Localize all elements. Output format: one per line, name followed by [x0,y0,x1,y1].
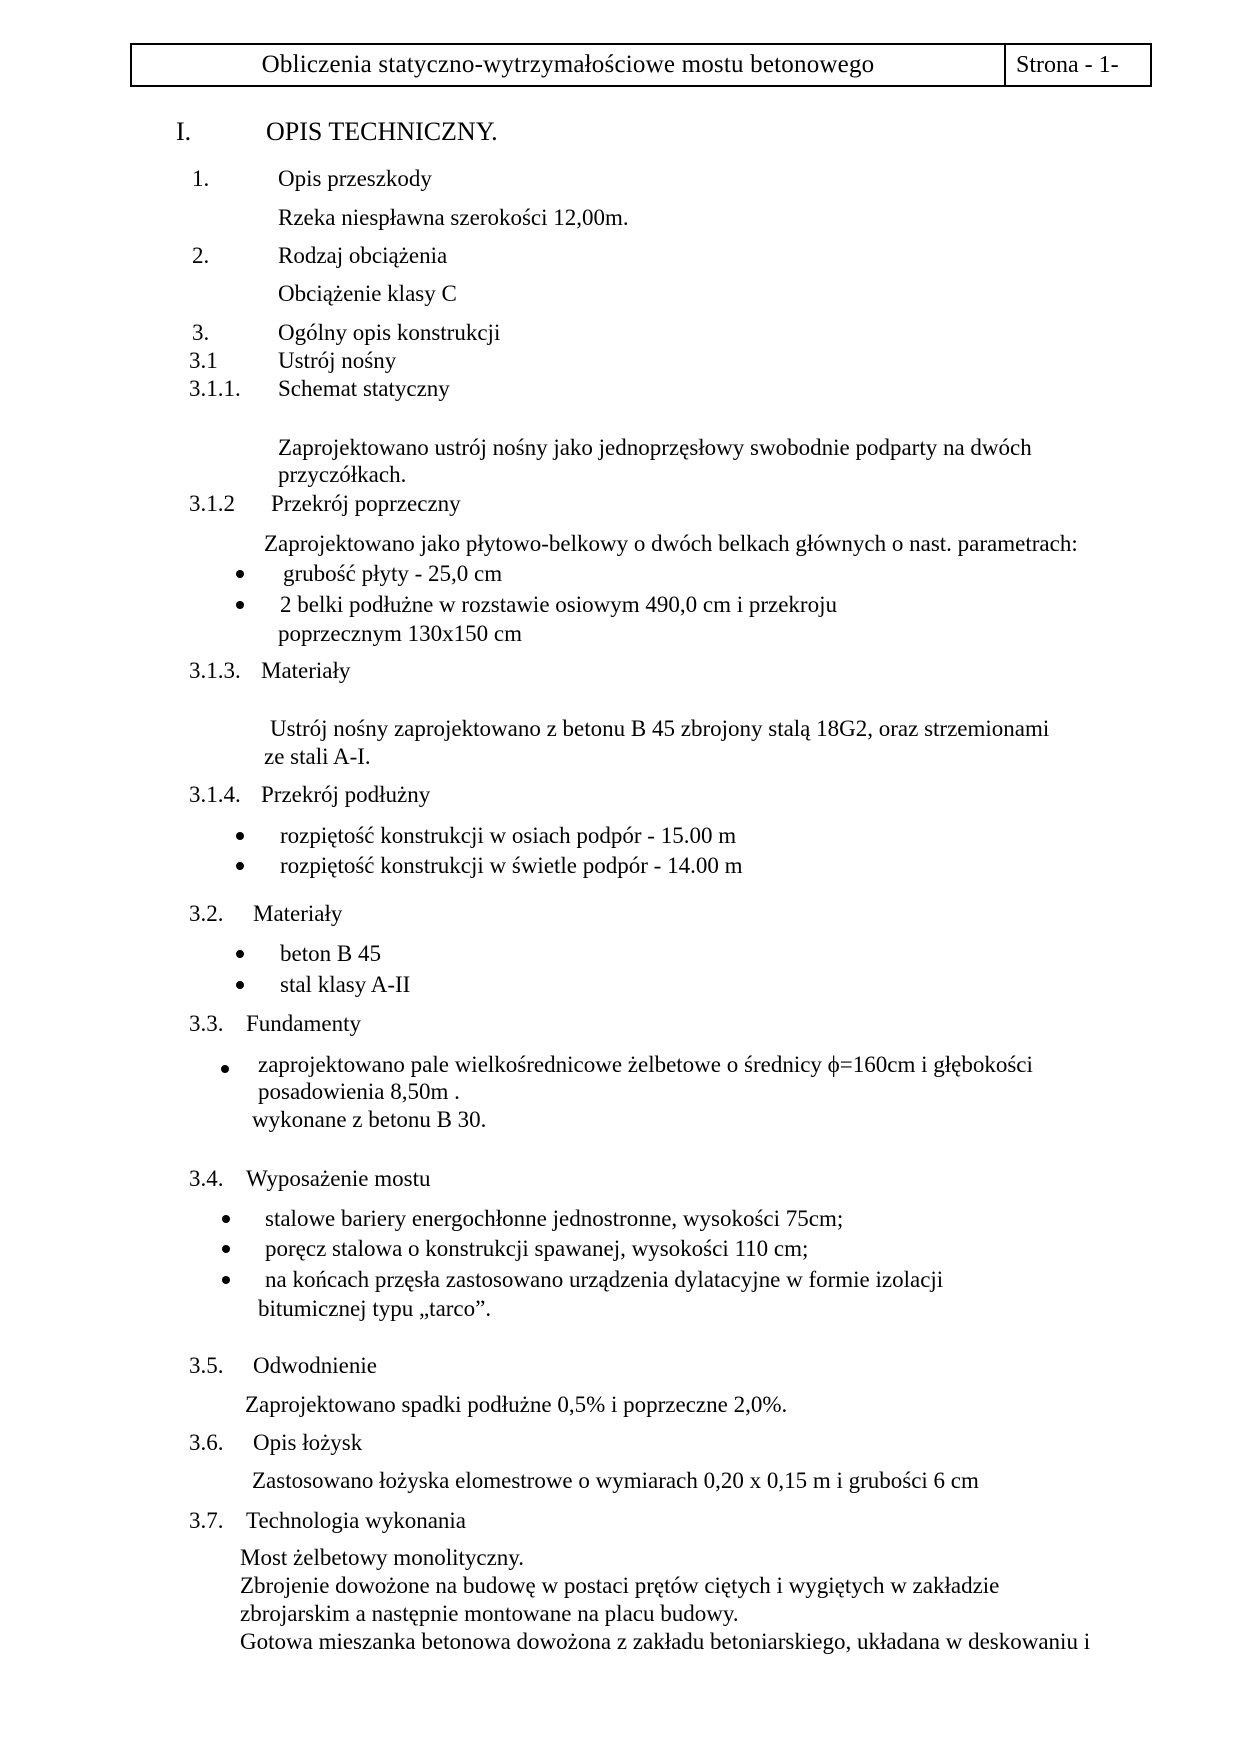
item-title: Przekrój podłużny [261,782,431,807]
bullet-text: rozpiętość konstrukcji w świetle podpór - 14.00 m [280,853,743,878]
item-number: 3. [192,320,210,345]
item-number: 2. [192,243,210,268]
item-title: Materiały [253,901,343,926]
paragraph-line: Most żelbetowy monolityczny. [240,1545,525,1570]
bullet-icon [236,862,244,870]
document-title: Obliczenia statyczno-wytrzymałościowe mostu betonowego [132,45,1006,85]
paragraph-line: Ustrój nośny zaprojektowano z betonu B 45 zbrojony stalą 18G2, oraz strzemionami [270,716,1050,741]
item-number: 1. [192,166,210,191]
bullet-icon [222,1215,230,1223]
item-title: Wyposażenie mostu [246,1166,431,1191]
item-title: Materiały [261,658,351,683]
paragraph-line: Gotowa mieszanka betonowa dowożona z zakładu betoniarskiego, układana w deskowaniu i [240,1629,1091,1654]
bullet-text: stalowe bariery energochłonne jednostronne, wysokości 75cm; [265,1206,844,1231]
item-title: Schemat statyczny [278,376,450,401]
paragraph-line: Zaprojektowano ustrój nośny jako jednoprzęsłowy swobodnie podparty na dwóch [278,435,1032,460]
item-title: Opis łożysk [253,1430,363,1455]
bullet-text: beton B 45 [280,941,381,966]
paragraph-line: ze stali A-I. [264,744,371,769]
bullet-icon [222,1276,230,1284]
paragraph-line: przyczółkach. [278,462,407,487]
page-header [130,43,1152,87]
bullet-text: 2 belki podłużne w rozstawie osiowym 490,0 cm i przekroju [280,592,837,617]
item-title: Odwodnienie [253,1353,377,1378]
bullet-text: bitumicznej typu „tarco”. [258,1296,492,1321]
bullet-text: zaprojektowano pale wielkośrednicowe żelbetowe o średnicy ϕ=160cm i głębokości [258,1052,1033,1077]
item-number: 3.1.2 [189,491,235,516]
bullet-text: na końcach przęsła zastosowano urządzenia dylatacyjne w formie izolacji [265,1267,944,1292]
item-number: 3.6. [189,1430,224,1455]
paragraph-line: Zaprojektowano spadki podłużne 0,5% i poprzeczne 2,0%. [245,1392,788,1417]
item-number: 3.1.1. [189,376,241,401]
paragraph-line: Zbrojenie dowożone na budowę w postaci prętów ciętych i wygiętych w zakładzie [240,1573,1000,1598]
item-number: 3.2. [189,901,224,926]
item-title: Rodzaj obciążenia [278,243,448,268]
item-title: Technologia wykonania [246,1508,467,1533]
bullet-text: rozpiętość konstrukcji w osiach podpór - 15.00 m [280,823,737,848]
item-number: 3.5. [189,1353,224,1378]
bullet-icon [222,1245,230,1253]
item-number: 3.1 [189,348,218,373]
bullet-text: grubość płyty - 25,0 cm [283,561,503,586]
item-number: 3.1.3. [189,658,241,683]
item-title: Ogólny opis konstrukcji [278,320,501,345]
paragraph-line: Zastosowano łożyska elomestrowe o wymiarach 0,20 x 0,15 m i grubości 6 cm [252,1468,979,1493]
item-text: Rzeka niespławna szerokości 12,00m. [278,205,629,230]
item-number: 3.3. [189,1011,224,1036]
bullet-icon [236,950,244,958]
bullet-text: poręcz stalowa o konstrukcji spawanej, wysokości 110 cm; [265,1236,809,1261]
bullet-text: posadowienia 8,50m . [258,1079,460,1104]
page-number: Strona - 1- [1016,52,1119,78]
item-text: Obciążenie klasy C [278,281,457,306]
bullet-text: poprzecznym 130x150 cm [278,621,522,646]
item-title: Opis przeszkody [278,166,432,191]
item-title: Ustrój nośny [278,348,397,373]
paragraph-line: wykonane z betonu B 30. [252,1107,487,1132]
bullet-text: stal klasy A-II [280,972,411,997]
bullet-icon [236,981,244,989]
bullet-icon [221,1065,229,1073]
paragraph-line: Zaprojektowano jako płytowo-belkowy o dwóch belkach głównych o nast. parametrach: [264,531,1078,556]
item-number: 3.7. [189,1508,224,1533]
paragraph-line: zbrojarskim a następnie montowane na placu budowy. [240,1601,739,1626]
item-title: Przekrój poprzeczny [271,491,461,516]
item-number: 3.1.4. [189,782,241,807]
bullet-icon [236,601,244,609]
section-title: OPIS TECHNICZNY. [266,117,498,146]
section-number: I. [176,117,192,146]
item-number: 3.4. [189,1166,224,1191]
bullet-icon [236,832,244,840]
item-title: Fundamenty [246,1011,361,1036]
bullet-icon [236,570,244,578]
